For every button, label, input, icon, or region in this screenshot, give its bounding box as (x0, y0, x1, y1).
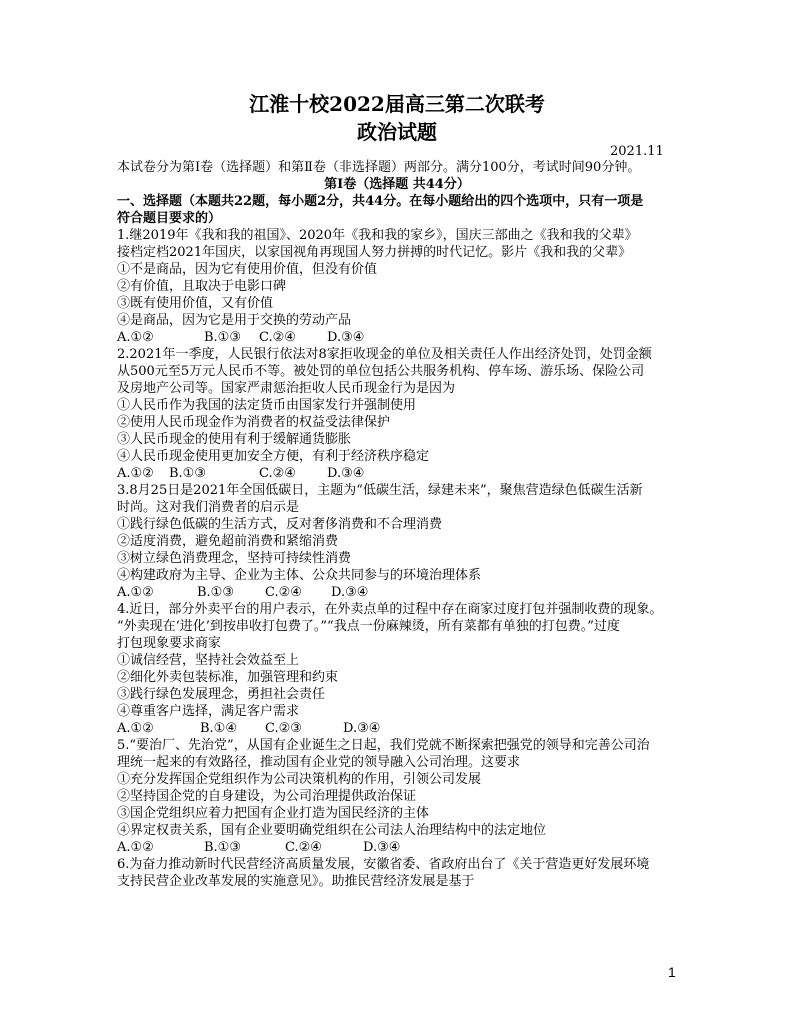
question-statement: ②有价值，且取决于电影口碑 (117, 279, 287, 294)
question-stem-line: “外卖现在‘进化’到按串收打包费了。”“我点一份麻辣烫，所有菜都有单独的打包费。”过度 (117, 619, 620, 634)
option-c: C.②④ (259, 330, 296, 345)
instruction-line-1: 一、选择题（本题共22题，每小题2分，共44分。在每小题给出的四个选项中，只有一项是 (117, 194, 644, 209)
option-d: D.③④ (363, 840, 401, 855)
question-stem-line: 及房地产公司等。国家严肃惩治拒收人民币现金行为是因为 (117, 381, 456, 396)
option-b: B.①③ (169, 466, 206, 481)
question-statement: ①践行绿色低碳的生活方式，反对奢侈消费和不合理消费 (117, 517, 443, 532)
exam-date: 2021.11 (610, 144, 664, 159)
page-number: 1 (668, 964, 676, 980)
option-b: B.①③ (197, 585, 234, 600)
question-stem-line: 3.8月25日是2021年全国低碳日，主题为“低碳生活，绿建未来”，聚焦营造绿色低碳生活新 (117, 483, 643, 498)
question-stem-line: 打包现象要求商家 (117, 636, 222, 651)
question-statement: ②细化外卖包装标准，加强管理和约束 (117, 670, 339, 685)
question-statement: ④尊重客户选择，满足客户需求 (117, 704, 300, 719)
question-statement: ①不是商品，因为它有使用价值，但没有价值 (117, 262, 378, 277)
question-statement: ③践行绿色发展理念，勇担社会责任 (117, 687, 326, 702)
option-d: D.③④ (327, 330, 365, 345)
question-statement: ①人民币作为我国的法定货币由国家发行并强制使用 (117, 398, 417, 413)
question-statement: ④构建政府为主导、企业为主体、公众共同参与的环境治理体系 (117, 568, 482, 583)
option-b: B.①③ (204, 330, 241, 345)
question-statement: ③树立绿色消费理念，坚持可持续性消费 (117, 551, 352, 566)
exam-title: 江淮十校2022届高三第二次联考 (249, 92, 545, 116)
question-statement: ④是商品，因为它是用于交换的劳动产品 (117, 313, 352, 328)
option-c: C.②③ (265, 721, 302, 736)
option-a: A.①② (117, 585, 154, 600)
question-statement: ②坚持国企党的自身建设，为公司治理提供政治保证 (117, 789, 417, 804)
question-statement: ③既有使用价值，又有价值 (117, 296, 274, 311)
question-stem-line: 6.为奋力推动新时代民营经济高质量发展，安徽省委、省政府出台了《关于营造更好发展环境 (117, 857, 650, 872)
option-c: C.②④ (265, 585, 302, 600)
question-statement: ③国企党组织应着力把国有企业打造为国民经济的主体 (117, 806, 430, 821)
question-stem-line: 支持民营企业改革发展的实施意见》。助推民营经济发展是基于 (117, 874, 475, 889)
option-d: D.③④ (331, 585, 369, 600)
question-stem-line: 2.2021年一季度，人民银行依法对8家拒收现金的单位及相关责任人作出经济处罚，处罚金额 (117, 347, 652, 362)
option-a: A.①② (117, 721, 154, 736)
question-stem-line: 理统一起来的有效路径，推动国有企业党的领导融入公司治理。这要求 (117, 755, 521, 770)
option-a: A.①② (117, 466, 154, 481)
question-stem-line: 1.继2019年《我和我的祖国》、2020年《我和我的家乡》，国庆三部曲之《我和我的父辈》 (117, 228, 638, 243)
question-statement: ④界定权责关系，国有企业要明确党组织在公司法人治理结构中的法定地位 (117, 823, 547, 838)
option-a: A.①② (117, 330, 154, 345)
option-c: C.②④ (259, 466, 296, 481)
question-stem-line: 4.近日，部分外卖平台的用户表示，在外卖点单的过程中存在商家过度打包并强制收费的现象。 (117, 602, 663, 617)
question-statement: ②使用人民币现金作为消费者的权益受法律保护 (117, 415, 391, 430)
question-statement: ①诚信经营，坚持社会效益至上 (117, 653, 300, 668)
question-stem-line: 时尚。这对我们消费者的启示是 (117, 500, 300, 515)
option-c: C.②④ (285, 840, 322, 855)
option-a: A.①② (117, 840, 154, 855)
option-d: D.③④ (343, 721, 381, 736)
question-statement: ④人民币现金使用更加安全方便，有利于经济秩序稳定 (117, 449, 430, 464)
exam-subtitle: 政治试题 (357, 120, 437, 144)
question-statement: ②适度消费，避免超前消费和紧缩消费 (117, 534, 339, 549)
question-stem-line: 从500元至5万元人民币不等。被处罚的单位包括公共服务机构、停车场、游乐场、保险公司 (117, 364, 645, 379)
question-statement: ③人民币现金的使用有利于缓解通货膨胀 (117, 432, 352, 447)
section-title: 第Ⅰ卷（选择题 共44分） (324, 177, 470, 192)
question-stem-line: 5.“要治厂、先治党”，从国有企业诞生之日起，我们党就不断探索把强党的领导和完善公司治 (117, 738, 650, 753)
question-statement: ①充分发挥国企党组织作为公司决策机构的作用，引领公司发展 (117, 772, 482, 787)
option-d: D.③④ (327, 466, 365, 481)
instruction-line-2: 符合题目要求的） (117, 211, 222, 226)
option-b: B.①④ (200, 721, 237, 736)
question-stem-line: 接档定档2021年国庆，以家国视角再现国人努力拼搏的时代记忆。影片《我和我的父辈》 (117, 245, 632, 260)
option-b: B.①③ (204, 840, 241, 855)
exam-intro: 本试卷分为第Ⅰ卷（选择题）和第Ⅱ卷（非选择题）两部分。满分100分，考试时间90分钟。 (117, 160, 641, 175)
